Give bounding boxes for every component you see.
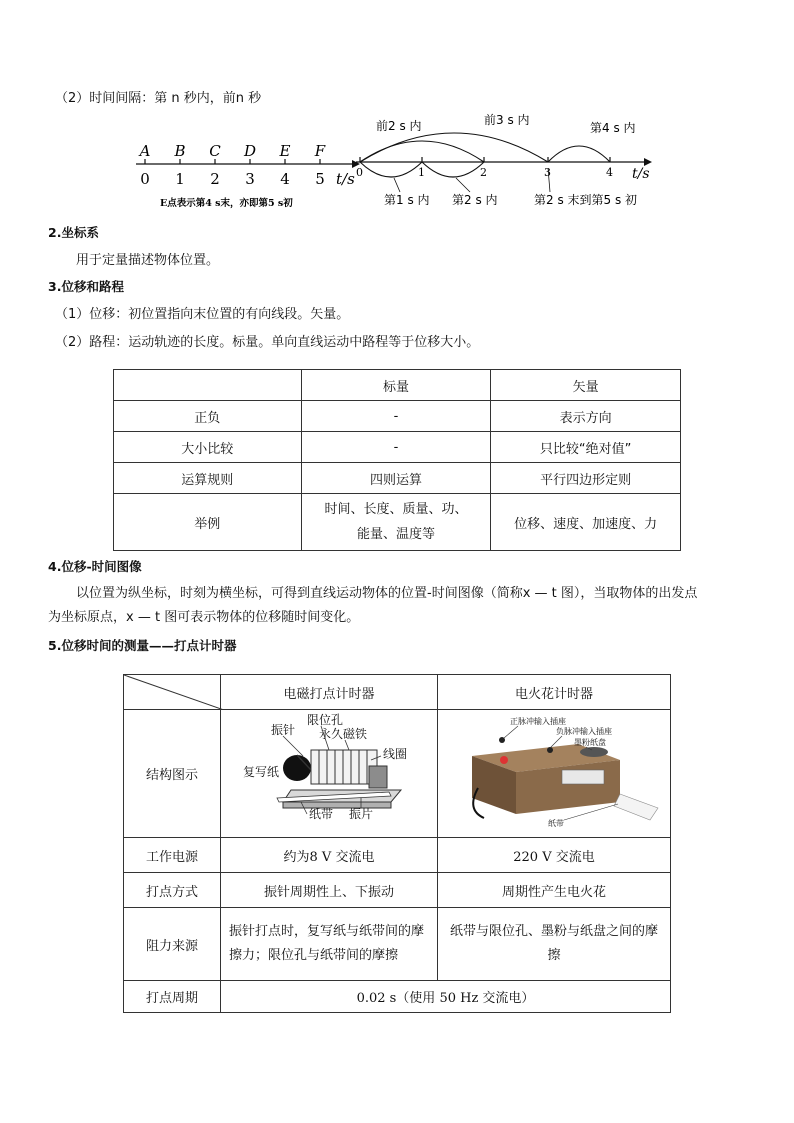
axis-label-left: t/s — [336, 170, 355, 188]
table-cell: 振针周期性上、下振动 — [221, 873, 438, 908]
table-cell: 纸带与限位孔、墨粉与纸盘之间的摩擦 — [438, 908, 671, 981]
label-limit-hole: 限位孔 — [307, 713, 344, 727]
table-cell: 周期性产生电火花 — [438, 873, 671, 908]
electromagnetic-timer-figure — [221, 710, 437, 833]
paragraph-line: 为坐标原点，x — t 图可表示物体的位移随时间变化。 — [48, 610, 360, 625]
tick-r-2: 2 — [480, 166, 487, 179]
tick-label-5: 5 — [315, 170, 325, 188]
point-label-b: B — [174, 142, 186, 160]
section-4-paragraph — [48, 582, 768, 630]
label-first-3s: 前3 s 内 — [484, 113, 530, 127]
timeline-note: E点表示第4 s末，亦即第5 s初 — [160, 198, 293, 209]
label-2nd-s: 第2 s 内 — [452, 193, 498, 207]
table-cell: 平行四边形定则 — [491, 463, 681, 494]
point-label-d: D — [243, 142, 257, 160]
label-vibrating-plate: 振片 — [349, 807, 374, 821]
table-cell: 结构图示 — [124, 710, 221, 838]
table-header-row — [114, 370, 681, 401]
table-row — [114, 432, 681, 463]
table-cell: 打点方式 — [124, 873, 221, 908]
timeline-left-diagram — [130, 140, 365, 220]
label-ink-disk: 墨粉纸盘 — [574, 738, 606, 747]
table-row — [114, 463, 681, 494]
table-cell: 220 V 交流电 — [438, 838, 671, 873]
section-2-body: 用于定量描述物体位置。 — [76, 253, 220, 268]
label-carbon-paper: 复写纸 — [243, 765, 280, 779]
tick-label-1: 1 — [175, 170, 185, 188]
timer-comparison-table — [123, 674, 671, 1013]
tick-r-3: 3 — [544, 166, 551, 179]
section-4-heading: 4.位移-时间图像 — [48, 559, 142, 574]
section-5-heading: 5.位移时间的测量——打点计时器 — [48, 638, 237, 653]
table-row — [124, 873, 671, 908]
label-negative-socket: 负脉冲输入插座 — [556, 727, 612, 736]
table-cell: 打点周期 — [124, 981, 221, 1013]
table-cell: 电火花计时器 — [438, 675, 671, 710]
table-cell: 阻力来源 — [124, 908, 221, 981]
table-cell: 四则运算 — [301, 463, 491, 494]
table-cell: 工作电源 — [124, 838, 221, 873]
table-row — [114, 401, 681, 432]
table-cell: - — [301, 432, 491, 463]
table-cell: 约为8 V 交流电 — [221, 838, 438, 873]
label-2s-end-to-5s-start: 第2 s 末到第5 s 初 — [534, 193, 638, 207]
table-cell: 大小比较 — [114, 432, 302, 463]
arc-4th-s — [548, 146, 610, 162]
table-cell: 举例 — [114, 494, 302, 551]
table-row — [124, 710, 671, 838]
tick-r-4: 4 — [606, 166, 613, 179]
section-3-heading: 3.位移和路程 — [48, 279, 124, 294]
label-first-2s: 前2 s 内 — [376, 119, 422, 133]
label-vibrating-needle: 振针 — [271, 723, 296, 737]
tick-r-1: 1 — [418, 166, 425, 179]
diagonal-line — [124, 675, 224, 710]
spark-timer-figure — [438, 710, 670, 833]
timeline-right-arrow — [644, 158, 652, 166]
table-cell: 矢量 — [491, 370, 681, 401]
arc-first-3s — [360, 133, 548, 162]
table-cell: 电磁打点计时器 — [221, 675, 438, 710]
table-cell: 振针打点时，复写纸与纸带间的摩擦力；限位孔与纸带间的摩擦 — [221, 908, 438, 981]
arc-1st-s — [360, 162, 422, 177]
timeline-right-ticks — [360, 157, 610, 162]
table-row — [124, 838, 671, 873]
axis-label-right: t/s — [632, 166, 650, 182]
point-label-f: F — [314, 142, 326, 160]
label-paper-tape: 纸带 — [309, 807, 334, 821]
table-cell: 正负 — [114, 401, 302, 432]
distance-definition: （2）路程：运动轨迹的长度。标量。单向直线运动中路程等于位移大小。 — [55, 335, 480, 350]
timeline-right-diagram — [352, 110, 662, 215]
tick-label-0: 0 — [140, 170, 150, 188]
label-positive-socket: 正脉冲输入插座 — [510, 717, 566, 726]
table-row — [114, 494, 681, 551]
table-cell: 运算规则 — [114, 463, 302, 494]
table-cell: 表示方向 — [491, 401, 681, 432]
em-timer-figure-cell — [221, 710, 438, 838]
diagonal-header-cell — [124, 675, 221, 710]
displacement-definition: （1）位移：初位置指向末位置的有向线段。矢量。 — [55, 307, 350, 322]
table-row — [124, 981, 671, 1013]
table-row — [124, 908, 671, 981]
table-cell: 时间、长度、质量、功、能量、温度等 — [301, 494, 491, 551]
section-2-heading: 2.坐标系 — [48, 225, 99, 240]
label-4th-s: 第4 s 内 — [590, 121, 636, 135]
scalar-vector-table — [113, 369, 681, 551]
point-label-c: C — [209, 142, 221, 160]
table-cell: 标量 — [301, 370, 491, 401]
arc-2nd-s — [422, 162, 484, 177]
tick-label-2: 2 — [210, 170, 220, 188]
interval-heading: （2）时间间隔：第 n 秒内，前n 秒 — [55, 91, 262, 106]
point-label-a: A — [139, 142, 151, 160]
table-cell — [114, 370, 302, 401]
table-header-row — [124, 675, 671, 710]
table-cell: 只比较“绝对值” — [491, 432, 681, 463]
label-permanent-magnet: 永久磁铁 — [319, 727, 368, 741]
label-coil: 线圈 — [383, 747, 408, 761]
tick-label-4: 4 — [280, 170, 290, 188]
tick-r-0: 0 — [356, 166, 363, 179]
paragraph-line: 以位置为纵坐标，时刻为横坐标，可得到直线运动物体的位置-时间图像（简称x — t 图），当取物体的出发点 — [76, 586, 698, 601]
table-cell: 位移、速度、加速度、力 — [491, 494, 681, 551]
tick-label-3: 3 — [245, 170, 255, 188]
table-cell: - — [301, 401, 491, 432]
point-label-e: E — [279, 142, 291, 160]
spark-timer-figure-cell — [438, 710, 671, 838]
label-tape: 纸带 — [548, 819, 564, 828]
label-1st-s: 第1 s 内 — [384, 193, 430, 207]
table-cell: 0.02 s（使用 50 Hz 交流电） — [221, 981, 671, 1013]
